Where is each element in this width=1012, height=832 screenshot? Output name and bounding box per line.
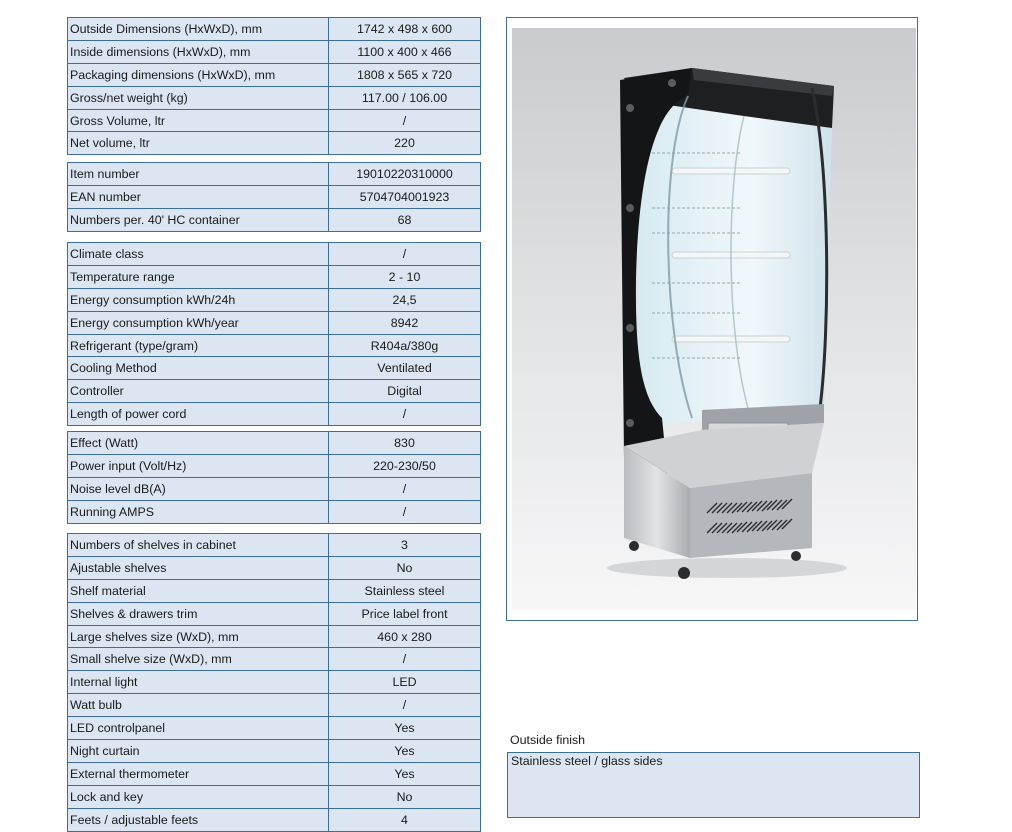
spec-label: Effect (Watt) bbox=[68, 432, 329, 455]
spec-label: EAN number bbox=[68, 185, 329, 208]
spec-row bbox=[68, 556, 481, 579]
spec-value: 1742 x 498 x 600 bbox=[329, 18, 481, 41]
spec-label: Climate class bbox=[68, 243, 329, 266]
spec-row bbox=[68, 288, 481, 311]
spec-row bbox=[68, 762, 481, 785]
spec-label: Outside Dimensions (HxWxD), mm bbox=[68, 18, 329, 41]
spec-value: / bbox=[329, 109, 481, 132]
spec-row bbox=[68, 311, 481, 334]
spec-value: Yes bbox=[329, 717, 481, 740]
spec-row bbox=[68, 477, 481, 500]
spec-label: LED controlpanel bbox=[68, 717, 329, 740]
spec-table-climate bbox=[67, 242, 481, 426]
spec-value: 19010220310000 bbox=[329, 163, 481, 186]
spec-value: Digital bbox=[329, 380, 481, 403]
spec-label: Feets / adjustable feets bbox=[68, 808, 329, 831]
spec-value: 220-230/50 bbox=[329, 454, 481, 477]
spec-value: Yes bbox=[329, 762, 481, 785]
spec-label: Lock and key bbox=[68, 785, 329, 808]
spec-value: Yes bbox=[329, 740, 481, 763]
spec-value: 460 x 280 bbox=[329, 625, 481, 648]
spec-row bbox=[68, 380, 481, 403]
spec-value: No bbox=[329, 785, 481, 808]
spec-row bbox=[68, 86, 481, 109]
spec-value: / bbox=[329, 694, 481, 717]
spec-row bbox=[68, 18, 481, 41]
spec-label: Refrigerant (type/gram) bbox=[68, 334, 329, 357]
spec-label: Controller bbox=[68, 380, 329, 403]
spec-label: Numbers per. 40' HC container bbox=[68, 208, 329, 231]
spec-value: / bbox=[329, 477, 481, 500]
spec-value: R404a/380g bbox=[329, 334, 481, 357]
spec-table-features bbox=[67, 533, 481, 832]
spec-value: Price label front bbox=[329, 602, 481, 625]
spec-row bbox=[68, 602, 481, 625]
spec-row bbox=[68, 185, 481, 208]
product-photo bbox=[512, 28, 916, 610]
spec-row bbox=[68, 357, 481, 380]
spec-row bbox=[68, 109, 481, 132]
spec-value: / bbox=[329, 403, 481, 426]
spec-label: Temperature range bbox=[68, 265, 329, 288]
spec-label: Internal light bbox=[68, 671, 329, 694]
spec-value: 220 bbox=[329, 132, 481, 155]
spec-row bbox=[68, 432, 481, 455]
spec-label: Packaging dimensions (HxWxD), mm bbox=[68, 63, 329, 86]
spec-value: 68 bbox=[329, 208, 481, 231]
spec-row bbox=[68, 265, 481, 288]
spec-row bbox=[68, 579, 481, 602]
product-photo-frame bbox=[506, 17, 918, 621]
spec-row bbox=[68, 40, 481, 63]
spec-table-identification bbox=[67, 162, 481, 232]
spec-label: Noise level dB(A) bbox=[68, 477, 329, 500]
spec-value: 1808 x 565 x 720 bbox=[329, 63, 481, 86]
spec-value: No bbox=[329, 556, 481, 579]
spec-value: Stainless steel bbox=[329, 579, 481, 602]
spec-label: Net volume, ltr bbox=[68, 132, 329, 155]
spec-label: Cooling Method bbox=[68, 357, 329, 380]
spec-label: External thermometer bbox=[68, 762, 329, 785]
spec-label: Gross Volume, ltr bbox=[68, 109, 329, 132]
spec-row bbox=[68, 500, 481, 523]
spec-label: Inside dimensions (HxWxD), mm bbox=[68, 40, 329, 63]
spec-value: 4 bbox=[329, 808, 481, 831]
spec-row bbox=[68, 694, 481, 717]
spec-label: Watt bulb bbox=[68, 694, 329, 717]
spec-value: / bbox=[329, 648, 481, 671]
spec-row bbox=[68, 717, 481, 740]
spec-label: Running AMPS bbox=[68, 500, 329, 523]
spec-value: 830 bbox=[329, 432, 481, 455]
spec-label: Energy consumption kWh/year bbox=[68, 311, 329, 334]
spec-value: / bbox=[329, 500, 481, 523]
spec-label: Numbers of shelves in cabinet bbox=[68, 534, 329, 557]
spec-row bbox=[68, 785, 481, 808]
spec-value: 2 - 10 bbox=[329, 265, 481, 288]
spec-value: 117.00 / 106.00 bbox=[329, 86, 481, 109]
outside-finish-label: Outside finish bbox=[510, 733, 586, 747]
spec-row bbox=[68, 625, 481, 648]
spec-row bbox=[68, 334, 481, 357]
spec-row bbox=[68, 740, 481, 763]
spec-row bbox=[68, 243, 481, 266]
spec-table-dimensions bbox=[67, 17, 481, 155]
spec-row bbox=[68, 163, 481, 186]
spec-label: Item number bbox=[68, 163, 329, 186]
spec-row bbox=[68, 208, 481, 231]
spec-value: 3 bbox=[329, 534, 481, 557]
spec-value: 24,5 bbox=[329, 288, 481, 311]
spec-value: 1100 x 400 x 466 bbox=[329, 40, 481, 63]
spec-label: Energy consumption kWh/24h bbox=[68, 288, 329, 311]
spec-value: 5704704001923 bbox=[329, 185, 481, 208]
spec-value: / bbox=[329, 243, 481, 266]
spec-row bbox=[68, 454, 481, 477]
spec-label: Night curtain bbox=[68, 740, 329, 763]
spec-row bbox=[68, 808, 481, 831]
spec-value: LED bbox=[329, 671, 481, 694]
spec-table-electrical bbox=[67, 431, 481, 524]
spec-label: Shelves & drawers trim bbox=[68, 602, 329, 625]
spec-row bbox=[68, 403, 481, 426]
spec-label: Ajustable shelves bbox=[68, 556, 329, 579]
spec-row bbox=[68, 671, 481, 694]
outside-finish-value: Stainless steel / glass sides bbox=[507, 752, 920, 818]
spec-row bbox=[68, 534, 481, 557]
spec-label: Power input (Volt/Hz) bbox=[68, 454, 329, 477]
spec-value: 8942 bbox=[329, 311, 481, 334]
spec-label: Large shelves size (WxD), mm bbox=[68, 625, 329, 648]
spec-label: Gross/net weight (kg) bbox=[68, 86, 329, 109]
spec-label: Small shelve size (WxD), mm bbox=[68, 648, 329, 671]
spec-value: Ventilated bbox=[329, 357, 481, 380]
spec-label: Length of power cord bbox=[68, 403, 329, 426]
spec-label: Shelf material bbox=[68, 579, 329, 602]
spec-row bbox=[68, 132, 481, 155]
spec-row bbox=[68, 648, 481, 671]
spec-row bbox=[68, 63, 481, 86]
